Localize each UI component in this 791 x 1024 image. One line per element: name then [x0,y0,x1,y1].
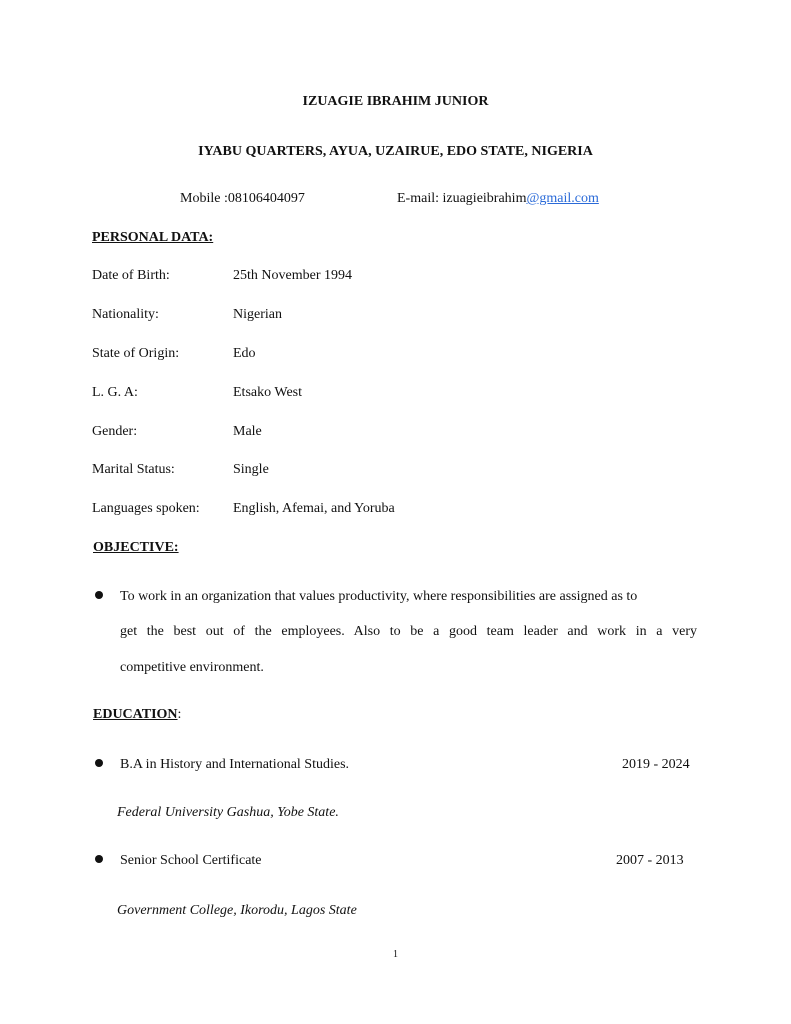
nationality-label: Nationality: [92,307,159,322]
education-years-1: 2019 - 2024 [622,757,690,772]
candidate-address: IYABU QUARTERS, AYUA, UZAIRUE, EDO STATE, NIGERIA [198,144,593,159]
education-title-1: B.A in History and International Studies. [120,757,350,772]
email-prefix: E-mail: izuagieibrahim [397,191,527,206]
email-line [397,191,599,207]
education-institution-1: Federal University Gashua, Yobe State. [117,805,339,820]
personal-data-heading: PERSONAL DATA: [92,230,214,245]
gender-label: Gender: [92,424,138,439]
objective-heading: OBJECTIVE: [93,540,179,555]
state-of-origin-value: Edo [233,346,256,361]
marital-status-label: Marital Status: [92,462,175,477]
education-years-2: 2007 - 2013 [616,853,684,868]
marital-status-value: Single [233,462,269,477]
languages-label: Languages spoken: [92,501,200,516]
mobile-number: Mobile :08106404097 [180,191,305,206]
nationality-value: Nigerian [233,307,282,322]
education-bullet-2 [95,855,103,863]
education-heading-colon: : [177,707,182,722]
education-heading-line [93,707,181,723]
state-of-origin-label: State of Origin: [92,346,180,361]
education-bullet-1 [95,759,103,767]
lga-value: Etsako West [233,385,302,400]
education-heading: EDUCATION [93,707,178,722]
email-link[interactable]: @gmail.com [526,191,599,206]
dob-label: Date of Birth: [92,268,170,283]
objective-line-1: To work in an organization that values productivity, where responsibilities are assigned as to [120,589,638,604]
candidate-name: IZUAGIE IBRAHIM JUNIOR [302,94,489,109]
objective-line-3: competitive environment. [120,660,264,675]
gender-value: Male [233,424,262,439]
lga-label: L. G. A: [92,385,138,400]
objective-line-2: get the best out of the employees. Also to be a good team leader and work in a very [120,624,697,639]
education-institution-2: Government College, Ikorodu, Lagos State [117,903,357,918]
languages-value: English, Afemai, and Yoruba [233,501,395,516]
education-title-2: Senior School Certificate [120,853,262,868]
objective-bullet [95,591,103,599]
dob-value: 25th November 1994 [233,268,352,283]
page-number: 1 [393,949,398,960]
